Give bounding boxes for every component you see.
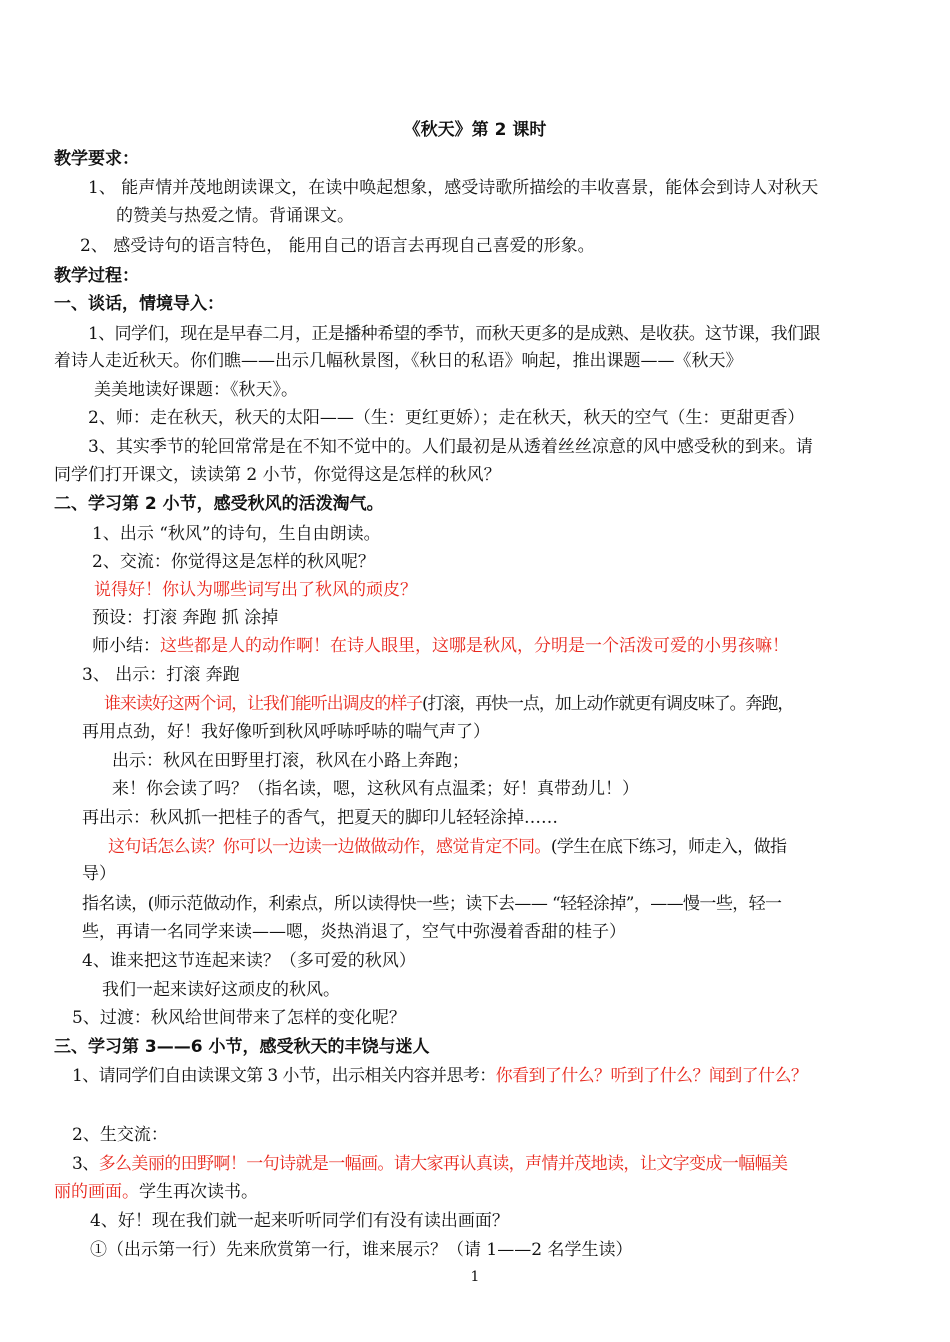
red-prompt: 这句话怎么读？你可以一边读一边做做动作，感觉肯定不同。 xyxy=(108,837,551,857)
inline-text: 学生再次读书。 xyxy=(139,1182,258,1202)
page-number: 1 xyxy=(470,1269,480,1285)
paragraph: 再出示：秋风抓一把桂子的香气，把夏天的脚印儿轻轻涂掉…… xyxy=(82,808,558,828)
paragraph: 出示：秋风在田野里打滚，秋风在小路上奔跑； xyxy=(112,751,469,771)
heading-teaching-process: 教学过程： xyxy=(54,266,139,286)
paragraph: 4、好！现在我们就一起来听听同学们有没有读出画面？ xyxy=(90,1211,509,1231)
paragraph: 同学们打开课文，读读第 2 小节，你觉得这是怎样的秋风？ xyxy=(54,465,501,485)
paragraph: 1、出示 “秋风”的诗句，生自由朗读。 xyxy=(92,524,381,544)
paragraph: 4、谁来把这节连起来读？（多可爱的秋风） xyxy=(82,951,416,971)
section-3-title: 三、学习第 3——6 小节，感受秋天的丰饶与迷人 xyxy=(54,1037,430,1057)
paragraph: 我们一起来读好这顽皮的秋风。 xyxy=(102,980,340,1000)
teacher-prompt-red: 说得好！你认为哪些词写出了秋风的顽皮？ xyxy=(94,580,417,600)
section-2-title: 二、学习第 2 小节，感受秋风的活泼淘气。 xyxy=(54,494,384,514)
requirement-1-cont: 的赞美与热爱之情。背诵课文。 xyxy=(116,206,354,226)
paragraph xyxy=(54,1178,914,1206)
paragraph xyxy=(72,1150,914,1178)
paragraph: 导） xyxy=(82,864,116,884)
paragraph: 指名读，(师示范做动作，利索点，所以读得快一些；读下去—— “轻轻涂掉”，——慢一些，轻一 xyxy=(82,894,782,914)
paragraph: ①（出示第一行）先来欣赏第一行，谁来展示？（请 1——2 名学生读） xyxy=(90,1240,633,1260)
paragraph: 着诗人走近秋天。你们瞧——出示几幅秋景图，《秋日的私语》响起，推出课题——《秋天》 xyxy=(54,351,743,371)
heading-teaching-requirements: 教学要求： xyxy=(54,149,139,169)
summary-label: 师小结： xyxy=(92,636,160,656)
inline-text: (学生在底下练习，师走入，做指 xyxy=(550,837,787,857)
document-title: 《秋天》第 2 课时 xyxy=(403,120,547,140)
inline-text: 1、请同学们自由读课文第 3 小节，出示相关内容并思考： xyxy=(72,1066,496,1086)
paragraph xyxy=(108,833,914,861)
section-1-title: 一、谈话，情境导入： xyxy=(54,294,224,314)
requirement-1: 1、 能声情并茂地朗读课文，在读中唤起想象，感受诗歌所描绘的丰收喜景，能体会到诗人对秋天 xyxy=(88,178,819,198)
paragraph: 3、 出示：打滚 奔跑 xyxy=(82,665,240,685)
paragraph: 再用点劲，好！我好像听到秋风呼哧呼哧的喘气声了） xyxy=(82,722,490,742)
paragraph: 些，再请一名同学来读——嗯，炎热消退了，空气中弥漫着香甜的桂子） xyxy=(82,922,626,942)
paragraph: 美美地读好课题：《秋天》。 xyxy=(94,380,298,400)
paragraph: 2、师：走在秋天，秋天的太阳——（生：更红更娇）；走在秋天，秋天的空气（生：更甜更香） xyxy=(88,408,805,428)
paragraph: 2、交流：你觉得这是怎样的秋风呢？ xyxy=(92,552,375,572)
summary-red-text: 这些都是人的动作啊！在诗人眼里，这哪是秋风，分明是一个活泼可爱的小男孩嘛！ xyxy=(160,636,789,656)
paragraph: 1、同学们，现在是早春二月，正是播种希望的季节，而秋天更多的是成熟、是收获。这节课，我们跟 xyxy=(88,324,820,344)
paragraph: 2、生交流： xyxy=(72,1125,168,1145)
paragraph: 预设：打滚 奔跑 抓 涂掉 xyxy=(92,608,279,628)
inline-text: (打滚，再快一点，加上动作就更有调皮味了。奔跑， xyxy=(422,694,794,714)
requirement-2: 2、 感受诗句的语言特色， 能用自己的语言去再现自己喜爱的形象。 xyxy=(80,236,595,256)
paragraph: 5、过渡：秋风给世间带来了怎样的变化呢？ xyxy=(72,1008,406,1028)
red-question: 你看到了什么？听到了什么？闻到了什么？ xyxy=(495,1066,808,1086)
paragraph: 来！你会读了吗？（指名读，嗯，这秋风有点温柔；好！真带劲儿！） xyxy=(112,779,639,799)
red-prompt: 谁来读好这两个词，让我们能听出调皮的样子 xyxy=(104,694,422,714)
inline-text: 3、 xyxy=(72,1154,99,1174)
paragraph xyxy=(72,1062,914,1090)
red-text: 丽的画面。 xyxy=(54,1182,139,1202)
paragraph xyxy=(104,690,914,718)
teacher-summary xyxy=(92,632,914,660)
paragraph: 3、其实季节的轮回常常是在不知不觉中的。人们最初是从透着丝丝凉意的风中感受秋的到来。请 xyxy=(88,437,813,457)
red-text: 多么美丽的田野啊！一句诗就是一幅画。请大家再认真读，声情并茂地读，让文字变成一幅幅美 xyxy=(98,1154,788,1174)
